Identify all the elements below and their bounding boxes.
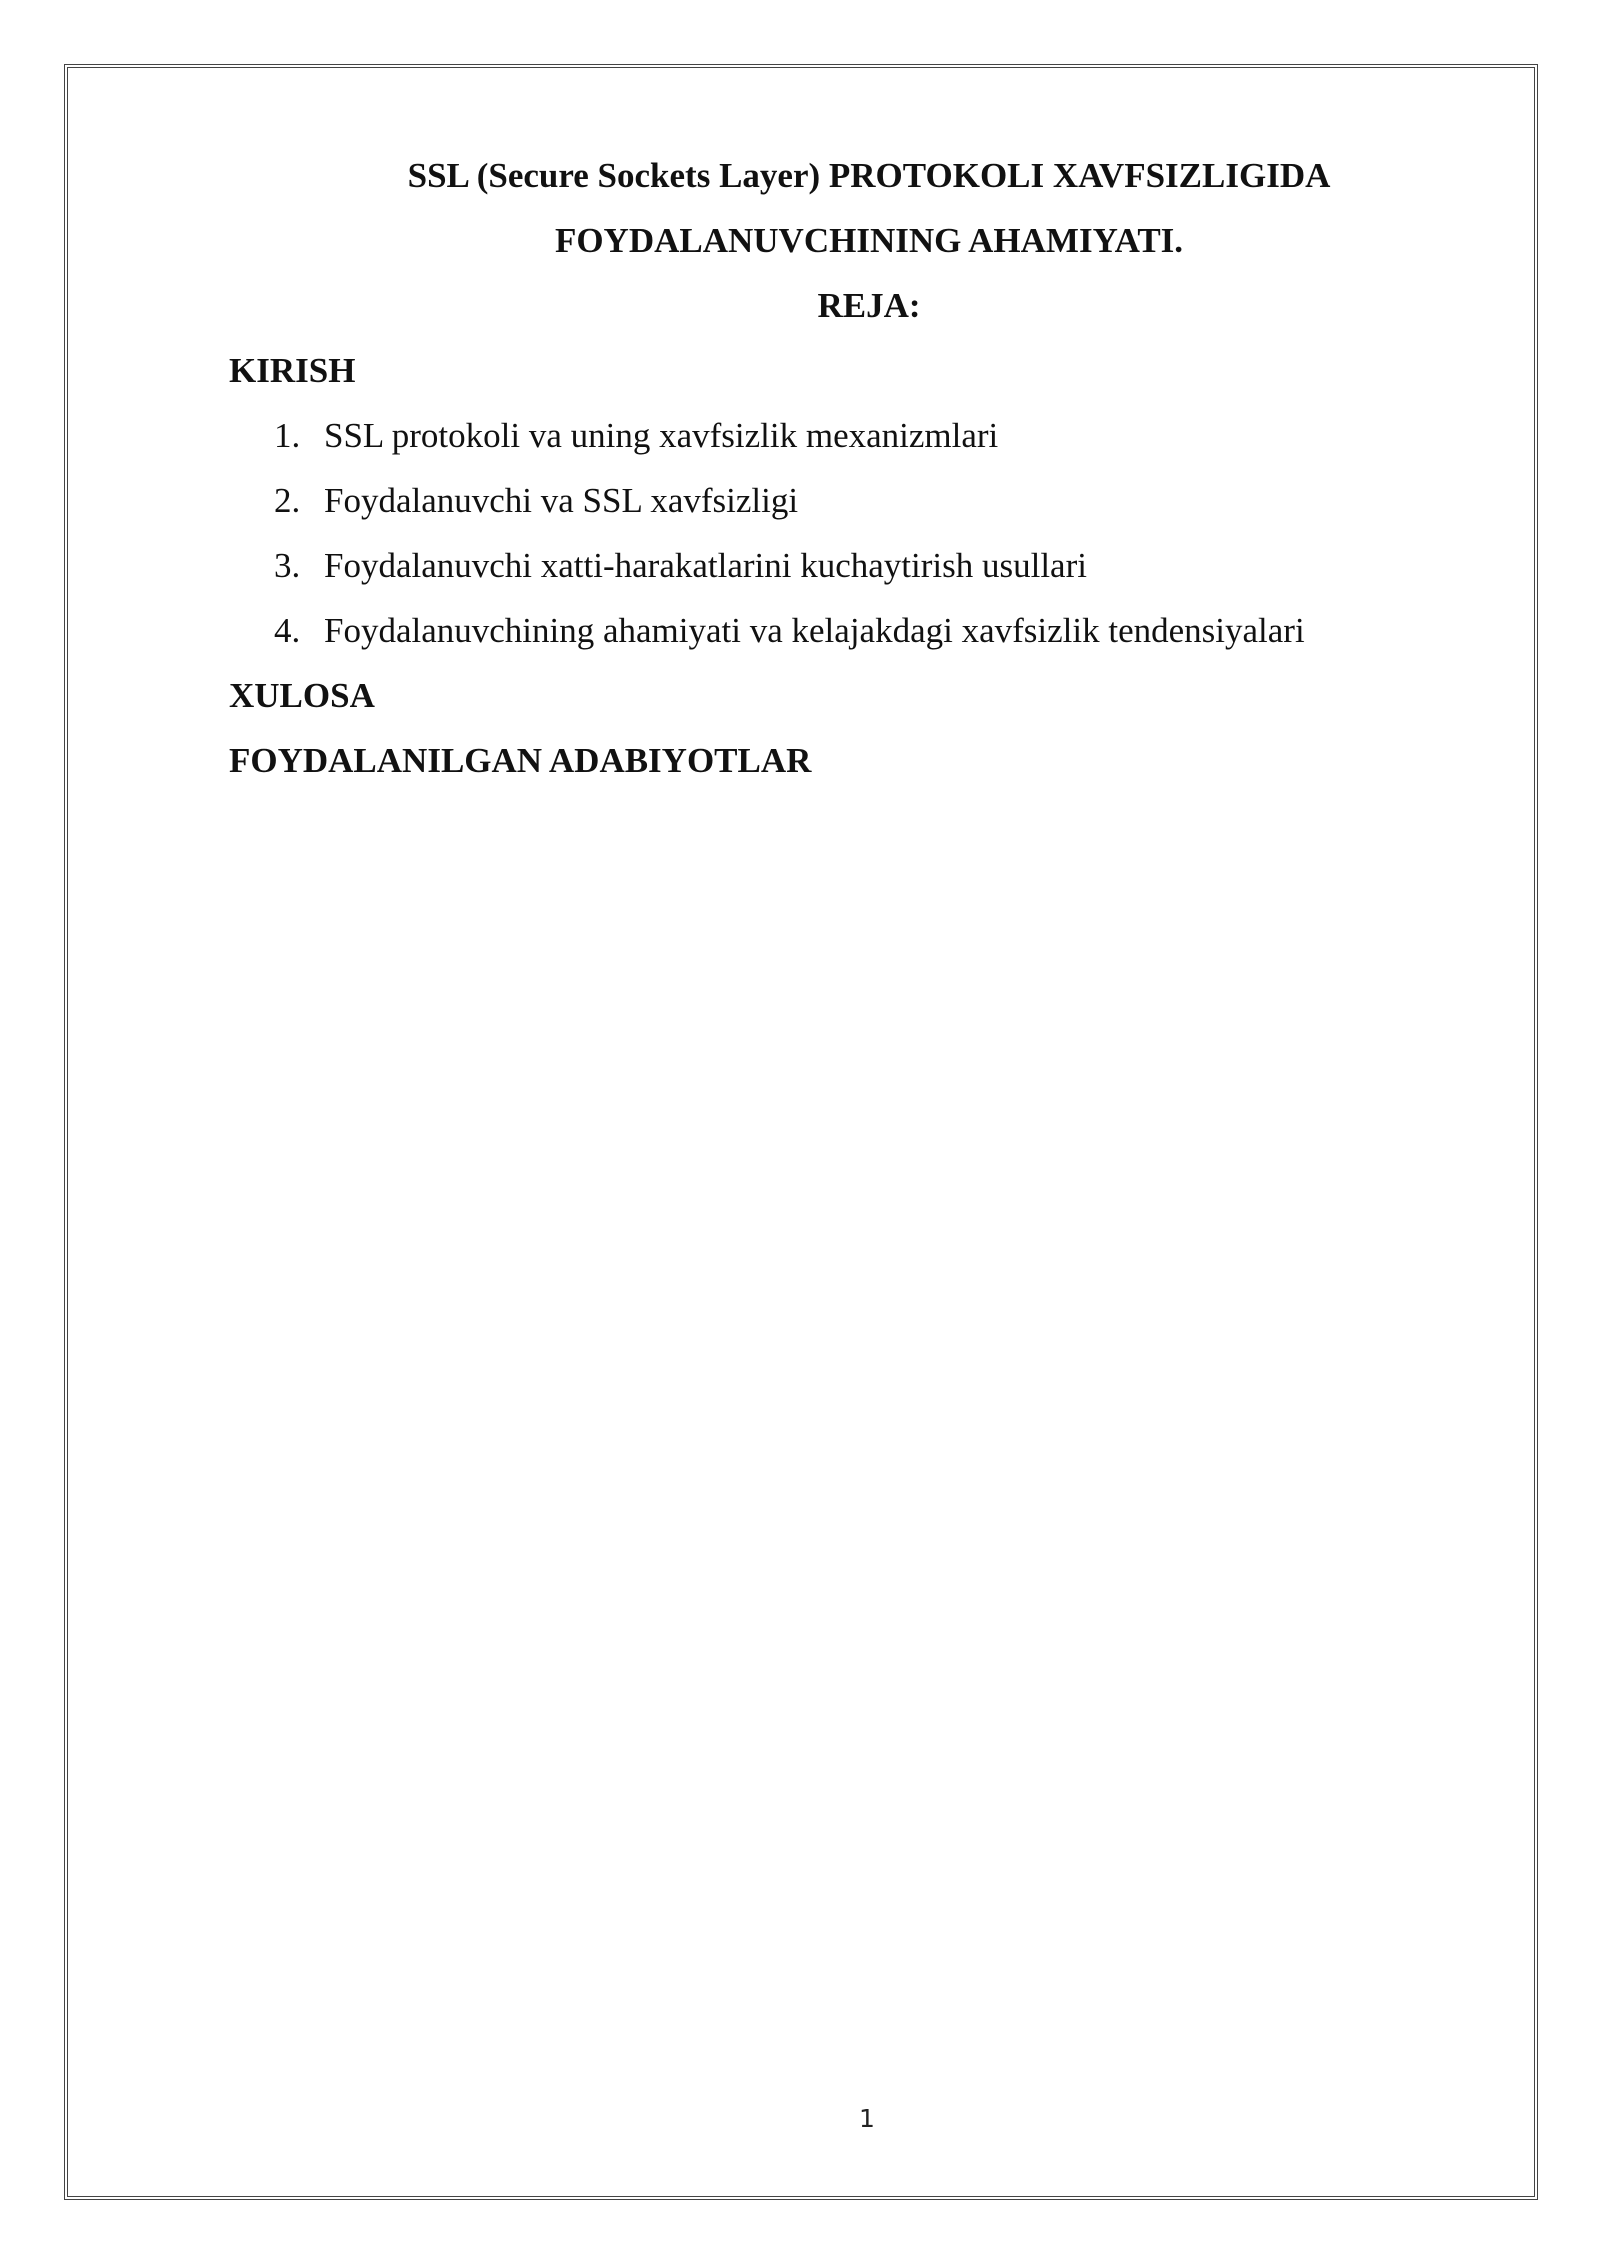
- references-heading: FOYDALANILGAN ADABIYOTLAR: [229, 741, 812, 780]
- toc-item-number: 2.: [274, 481, 301, 520]
- toc-item-text: Foydalanuvchining ahamiyati va kelajakdagi xavfsizlik tendensiyalari: [324, 611, 1305, 650]
- toc-item-text: Foydalanuvchi xatti-harakatlarini kuchaytirish usullari: [324, 546, 1087, 585]
- document-title-line-2: FOYDALANUVCHINING AHAMIYATI.: [554, 221, 1184, 260]
- document-title-line-1: SSL (Secure Sockets Layer) PROTOKOLI XAVFSIZLIGIDA: [407, 156, 1331, 195]
- document-page: [64, 64, 1538, 2200]
- toc-item-number: 3.: [274, 546, 301, 585]
- toc-item: [274, 609, 1305, 674]
- toc-item-text: SSL protokoli va uning xavfsizlik mexanizmlari: [324, 416, 999, 455]
- plan-heading: REJA:: [817, 286, 921, 325]
- table-of-contents: [274, 414, 1305, 674]
- toc-item: [274, 544, 1305, 609]
- toc-item-text: Foydalanuvchi va SSL xavfsizligi: [324, 481, 799, 520]
- toc-item-number: 4.: [274, 611, 301, 650]
- conclusion-heading: XULOSA: [229, 676, 375, 715]
- toc-item: [274, 479, 1305, 544]
- toc-item: [274, 414, 1305, 479]
- intro-heading: KIRISH: [229, 351, 356, 390]
- toc-item-number: 1.: [274, 416, 301, 455]
- page-number: 1: [859, 2104, 875, 2133]
